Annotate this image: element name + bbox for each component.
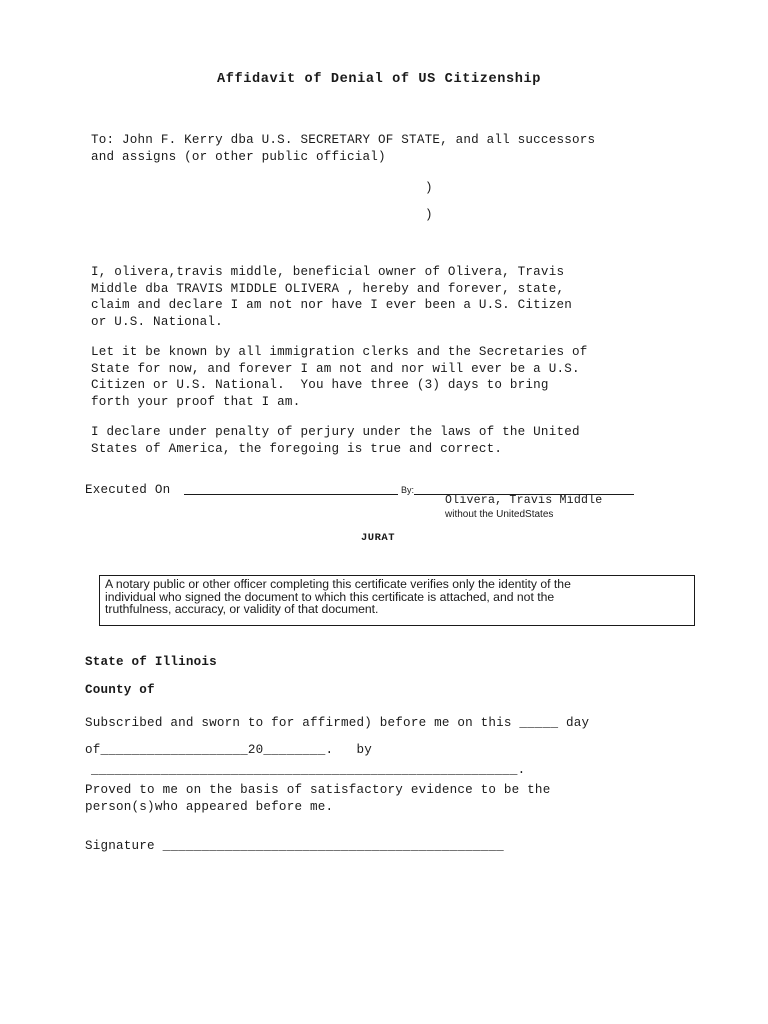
notary-notice-box (99, 575, 695, 626)
declaration-paragraph: I, olivera,travis middle, beneficial owner of Olivera, Travis Middle dba TRAVIS MIDDLE OLIVERA , hereby and forever, state, claim and declare I am not nor have I ever been a U.S. Citizen or U.S. National. (91, 265, 572, 329)
addressee-line-2: and assigns (or other public official) (91, 150, 386, 164)
proved-line-2: person(s)who appeared before me. (85, 800, 334, 814)
notary-notice-line: individual who signed the document to which this certificate is attached, and not the (105, 589, 555, 604)
executed-on-label: Executed On (85, 483, 171, 497)
county-line: County of (85, 683, 155, 697)
notary-signature-line: Signature ____________________________________________ (85, 839, 504, 853)
by-label: By: (401, 485, 415, 495)
signer-name: Olivera, Travis Middle (445, 494, 603, 507)
notice-paragraph: Let it be known by all immigration clerks and the Secretaries of State for now, and forever I am not and nor will ever be a U.S. Citizen or U.S. National. You have three (3) days to bring forth your proof that I am. (91, 345, 588, 409)
date-of-line: of___________________20________. by (85, 743, 373, 757)
perjury-paragraph: I declare under penalty of perjury under the laws of the United States of America, the foregoing is true and correct. (91, 425, 580, 456)
subscribed-line: Subscribed and sworn to for affirmed) before me on this _____ day (85, 716, 590, 730)
addressee-line-1: To: John F. Kerry dba U.S. SECRETARY OF STATE, and all successors (91, 133, 596, 147)
proved-line-1: Proved to me on the basis of satisfactory evidence to be the (85, 783, 551, 797)
jurat-heading: JURAT (361, 532, 396, 544)
executed-on-date-field[interactable] (184, 494, 398, 495)
signer-note: without the UnitedStates (445, 509, 554, 520)
name-blank-line: _______________________________________________________. (91, 763, 526, 777)
closing-paren-2: ) (425, 208, 433, 222)
closing-paren-1: ) (425, 181, 433, 195)
state-line: State of Illinois (85, 655, 217, 669)
notary-notice-line: truthfulness, accuracy, or validity of that document. (105, 602, 379, 616)
notary-notice-line: A notary public or other officer completing this certificate verifies only the identity of the (105, 577, 571, 591)
document-title: Affidavit of Denial of US Citizenship (216, 72, 542, 87)
